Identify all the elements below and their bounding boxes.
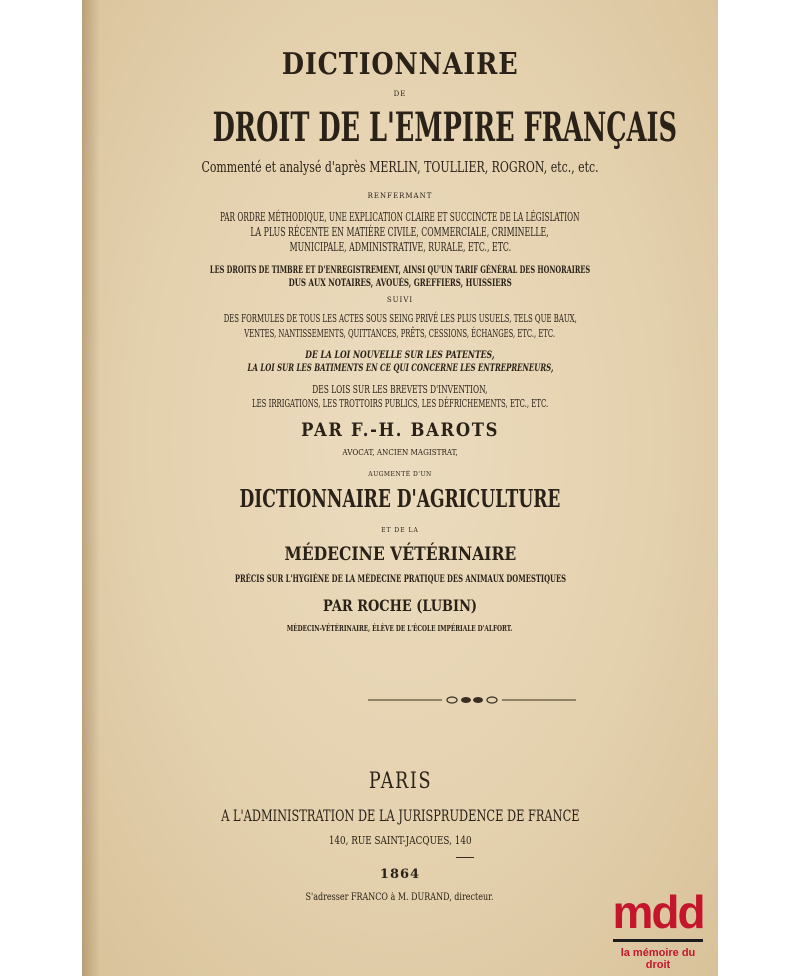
- logo-tagline: la mémoire du droit: [620, 947, 696, 971]
- contents-line-1: PAR ORDRE MÉTHODIQUE, UNE EXPLICATION CLAIRE ET SUCCINCTE DE LA LÉGISLATION: [220, 210, 580, 224]
- agriculture-title: DICTIONNAIRE D'AGRICULTURE: [239, 484, 561, 513]
- brevets-line-1: DES LOIS SUR LES BREVETS D'INVENTION,: [312, 383, 488, 396]
- mdd-logo: [608, 885, 708, 971]
- renfermant-label: RENFERMANT: [367, 192, 433, 200]
- loi-line-1: DE LA LOI NOUVELLE SUR LES PATENTES,: [305, 350, 495, 361]
- formules-line-2: VENTES, NANTISSEMENTS, QUITTANCES, PRÊTS, CESSIONS, ÉCHANGES, ETC., ETC.: [244, 327, 556, 340]
- ornament-divider: [362, 693, 582, 707]
- subtitle: Commenté et analysé d'après MERLIN, TOULLIER, ROGRON, etc., etc.: [201, 158, 599, 176]
- droits-line-2: DUS AUX NOTAIRES, AVOUÉS, GREFFIERS, HUISSIERS: [288, 278, 512, 289]
- brevets-line-2: LES IRRIGATIONS, LES TROTTOIRS PUBLICS, LES DÉFRICHEMENTS, ETC., ETC.: [251, 397, 549, 410]
- contents-line-2: LA PLUS RÉCENTE EN MATIÈRE CIVILE, COMMERCIALE, CRIMINELLE,: [250, 225, 550, 239]
- formules-line-1: DES FORMULES DE TOUS LES ACTES SOUS SEING PRIVÉ LES PLUS USUELS, TELS QUE BAUX,: [223, 312, 577, 325]
- precis-line: PRÉCIS SUR L'HYGIÈNE DE LA MÉDECINE PRATIQUE DES ANIMAUX DOMESTIQUES: [234, 574, 566, 585]
- author: PAR F.-H. BAROTS: [300, 419, 500, 441]
- title-line-2: DROIT DE L'EMPIRE FRANÇAIS: [212, 104, 677, 151]
- year: 1864: [379, 867, 421, 882]
- author-title: AVOCAT, ANCIEN MAGISTRAT,: [342, 448, 458, 457]
- title-page: [82, 0, 718, 976]
- droits-line-1: LES DROITS DE TIMBRE ET D'ENREGISTREMENT, AINSI QU'UN TARIF GÉNÉRAL DES HONORAIRES: [209, 265, 591, 276]
- contents-line-3: MUNICIPALE, ADMINISTRATIVE, RURALE, ETC., ETC.: [289, 240, 511, 254]
- loi-line-2: LA LOI SUR LES BATIMENTS EN CE QUI CONCERNE LES ENTREPRENEURS,: [247, 363, 553, 374]
- contact-line: S'adresser FRANCO à M. DURAND, directeur.: [305, 892, 495, 903]
- logo-bar: [613, 939, 703, 942]
- logo-mark: mdd: [612, 886, 704, 938]
- address: 140, RUE SAINT-JACQUES, 140: [328, 834, 472, 847]
- medecine-title: MÉDECINE VÉTÉRINAIRE: [284, 543, 516, 565]
- suivi-label: SUIVI: [386, 296, 414, 304]
- roche-title: MÉDECIN-VÉTÉRINAIRE, ÉLÈVE DE L'ÉCOLE IMPÉRIALE D'ALFORT.: [287, 623, 513, 633]
- et-de-la-label: ET DE LA: [381, 527, 419, 534]
- year-rule: [456, 857, 474, 858]
- title-de: DE: [393, 90, 407, 98]
- publisher: A L'ADMINISTRATION DE LA JURISPRUDENCE DE FRANCE: [220, 806, 580, 825]
- augmente-label: AUGMENTÉ D'UN: [368, 471, 432, 478]
- roche-author: PAR ROCHE (LUBIN): [322, 596, 477, 615]
- city: PARIS: [368, 769, 432, 794]
- title-line-1: DICTIONNAIRE: [281, 47, 519, 82]
